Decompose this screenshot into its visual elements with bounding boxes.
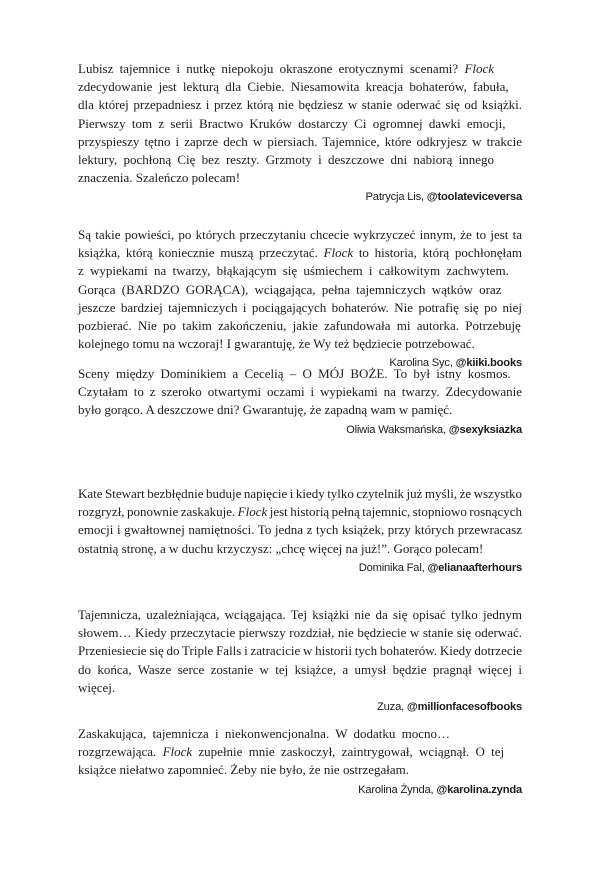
quote-line: do końca, Wasze serce zostanie w tej książce, a umysł będzie pragnął więcej i więcej.	[78, 661, 522, 695]
quote-line: emocji i gwałtownej namiętności. To jedna z tych książek, przy których przewracasz	[78, 522, 522, 538]
review-author: Karolina Syc,	[389, 357, 456, 370]
review-quote	[78, 606, 522, 697]
book-title: Flock	[323, 245, 354, 261]
review-quote	[78, 485, 522, 558]
review-handle: @elianaafterhours	[427, 561, 522, 574]
quote-line: przyspieszy tętno i zaprze dech w piersiach. Tajemnice, które odkryjesz w trakcie	[78, 133, 522, 149]
book-title: Flock	[464, 61, 495, 76]
review	[78, 606, 522, 715]
review-handle: @sexyksiazka	[448, 423, 522, 436]
quote-line: Gorąca (BARDZO GORĄCA), wciągająca, pełna tajemniczych wątków oraz	[78, 281, 502, 297]
quote-line: książce niełatwo zapomnieć. Żeby nie było, że nie ostrzegałam.	[78, 762, 409, 778]
quote-line: dla której przepadniesz i przez którą nie będziesz w stanie oderwać się od książki.	[78, 97, 522, 113]
quote-line: Są takie powieści, po których przeczytaniu chcecie wykrzyczeć innym, że to jest ta	[78, 227, 522, 242]
review	[78, 60, 522, 205]
quote-line: słowem… Kiedy przeczytacie pierwszy rozdział, nie będziecie w stanie się oderwać.	[78, 625, 522, 641]
review-handle: @kiiki.books	[455, 357, 522, 370]
review	[78, 485, 522, 576]
review-attribution	[78, 782, 522, 798]
quote-line: rozgrzewająca. Flock zupełnie mnie zaskoczył, zaintrygował, wciągnął. O tej	[78, 744, 505, 760]
quote-line: pozbierać. Nie po takim zakończeniu, jakie zafundowała mi autorka. Potrzebuję	[78, 318, 521, 334]
review-handle: @millionfacesofbooks	[406, 701, 522, 714]
review	[78, 226, 522, 371]
review-author: Patrycja Lis,	[365, 191, 427, 204]
quote-line: ostatnią stronę, a w duchu krzyczysz: „chcę więcej na już!”. Gorąco polecam!	[78, 540, 484, 556]
review-handle: @karolina.zynda	[436, 783, 522, 796]
quote-line: Tajemnicza, uzależniająca, wciągająca. Tej książki nie da się opisać tylko jednym	[78, 607, 522, 622]
quote-line: Lubisz tajemnice i nutkę niepokoju okraszone erotycznymi scenami? Flock	[78, 61, 495, 76]
quote-line: książka, którą koniecznie muszą przeczytać. Flock to historia, którą pochłonęłam	[78, 245, 522, 261]
review	[78, 725, 522, 798]
quote-line: lektury, pochłoną Cię bez reszty. Grzmoty i deszczowe dni nabiorą innego	[78, 152, 495, 168]
review	[78, 365, 522, 438]
quote-line: było gorąco. A deszczowe dni? Gwarantuję, że zapadną wam w pamięć.	[78, 402, 453, 418]
review-author: Dominika Fal,	[358, 561, 428, 574]
quote-line: Przeniesiecie się do Triple Falls i zatracicie w historii tych bohaterów. Kiedy dotrzecie	[78, 643, 522, 659]
book-title: Flock	[162, 744, 193, 760]
review-quote	[78, 226, 522, 353]
quote-line: z wypiekami na twarzy, błąkającym się uśmiechem i całkowitym zachwytem.	[78, 263, 509, 279]
review-quote	[78, 365, 522, 420]
quote-line: Kate Stewart bezbłędnie buduje napięcie i kiedy tylko czytelnik już myśli, że wszystko	[78, 486, 522, 501]
quote-line: rozgryzł, ponownie zaskakuje. Flock jest historią pełną tajemnic, stopniowo rosnących	[78, 504, 522, 520]
review-author: Karolina Żynda,	[358, 783, 437, 796]
quote-line: Zaskakująca, tajemnicza i niekonwencjonalna. W dodatku mocno…	[78, 726, 451, 741]
book-title: Flock	[237, 504, 268, 520]
review-author: Zuza,	[377, 701, 407, 714]
quote-line: Pierwszy tom z serii Bractwo Kruków dostarczy Ci ogromnej dawki emocji,	[78, 115, 506, 131]
review-quote	[78, 725, 522, 780]
review-attribution	[78, 560, 522, 576]
review-attribution	[78, 189, 522, 205]
review-attribution	[78, 422, 522, 438]
review-attribution	[78, 699, 522, 715]
quote-line: zdecydowanie jest lekturą dla Ciebie. Niesamowita kreacja bohaterów, fabuła,	[78, 79, 509, 95]
quote-line: jeszcze bardziej tajemniczych i pociągających bohaterów. Nie potrafię się po niej	[78, 299, 522, 315]
quote-line: znaczenia. Szaleńczo polecam!	[78, 170, 241, 186]
review-quote	[78, 60, 522, 187]
quote-line: kolejnego tomu na wczoraj! I gwarantuję, że Wy też będziecie potrzebować.	[78, 336, 475, 352]
review-handle: @toolateviceversa	[426, 191, 522, 204]
review-author: Oliwia Waksmańska,	[346, 423, 449, 436]
quote-line: Sceny między Dominikiem a Cecelią – O MÓJ BOŻE. To był istny kosmos.	[78, 366, 511, 381]
quote-line: Czytałam to z szeroko otwartymi oczami i wypiekami na twarzy. Zdecydowanie	[78, 384, 522, 400]
